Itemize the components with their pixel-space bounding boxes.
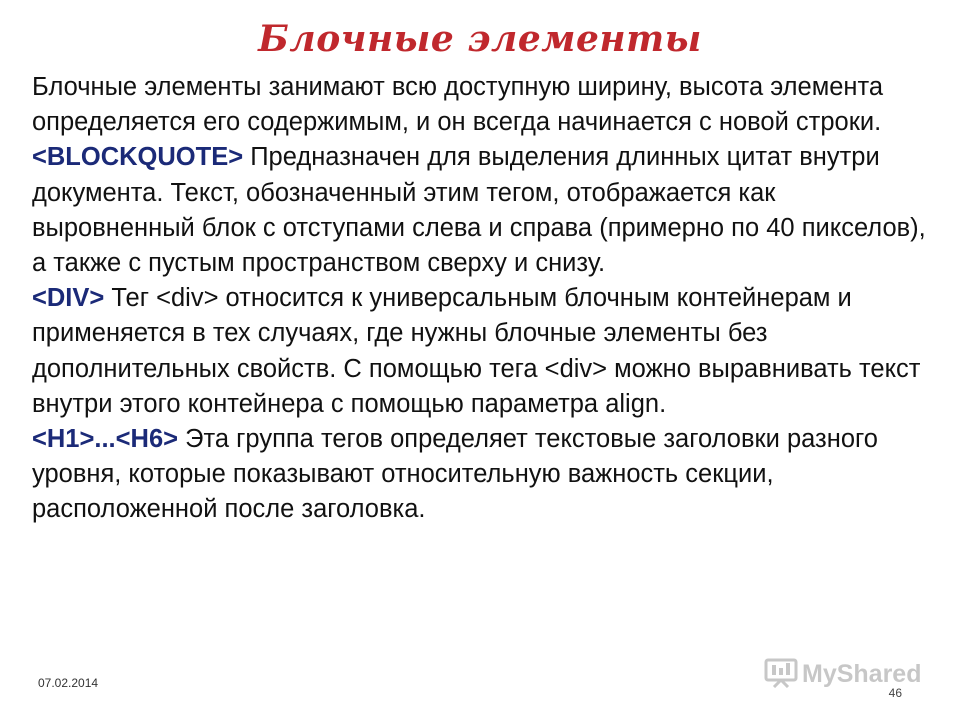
div-description: Тег <div> относится к универсальным блочным контейнерам и применяется в тех случаях, где нужны блочные элементы без дополнительных свойств. С помощью тега <div> можно выравнивать текст внутри этого контейнера с помощью параметра align. — [32, 284, 921, 418]
headings-paragraph — [32, 422, 942, 528]
div-paragraph — [32, 281, 942, 422]
slide-date: 07.02.2014 — [38, 676, 99, 690]
slide-title: Блочные элементы — [258, 18, 702, 60]
tag-ellipsis: ... — [94, 425, 116, 454]
blockquote-description: Предназначен для выделения длинных цитат внутри документа. Текст, обозначенный этим тегом, отображается как выровненный блок с отступами слева и справа (примерно по 40 пикселов), а также с пустым пространством сверху и снизу. — [32, 143, 926, 278]
presentation-icon — [764, 656, 798, 693]
page-number: 46 — [888, 686, 902, 700]
headings-description: Эта группа тегов определяет текстовые заголовки разного уровня, которые показывают относительную важность секции, расположенной после заголовка. — [32, 425, 878, 524]
h6-tag: <H6> — [115, 425, 179, 454]
blockquote-tag: <BLOCKQUOTE> — [32, 143, 244, 172]
h1-tag: <H1> — [32, 425, 95, 454]
intro-paragraph: Блочные элементы занимают всю доступную ширину, высота элемента определяется его содержимым, и он всегда начинается с новой строки. — [32, 73, 884, 137]
logo-text: MyShared — [802, 659, 922, 688]
blockquote-paragraph — [32, 140, 942, 281]
div-tag: <DIV> — [32, 284, 105, 313]
slide-body — [32, 70, 942, 528]
